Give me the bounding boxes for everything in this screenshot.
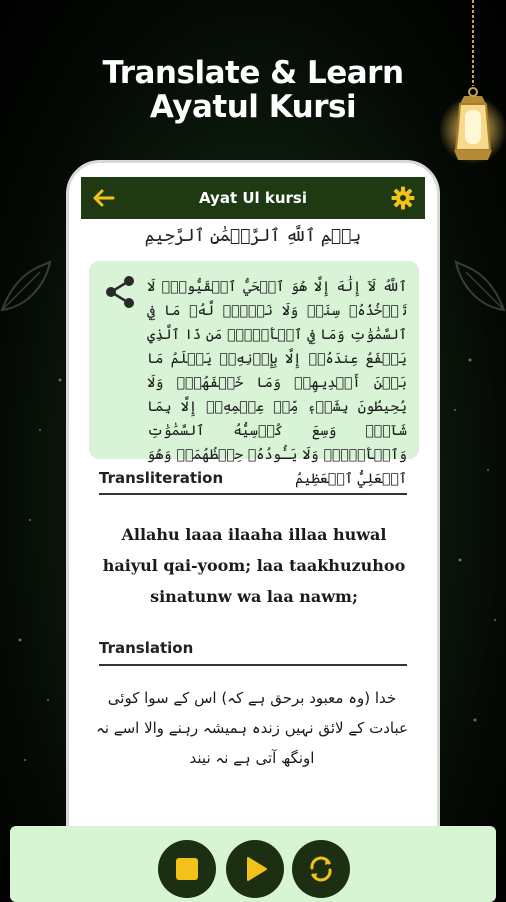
leaf-ornament-left-icon [0, 258, 52, 318]
transliteration-text: Allahu laaa ilaaha illaa huwal haiyul qai-yoom; laa taakhuzuhoo sinatunw wa laa nawm; [102, 525, 406, 606]
transliteration-heading: Transliteration [99, 469, 224, 487]
back-button[interactable] [91, 188, 115, 208]
share-button[interactable] [103, 275, 137, 313]
repeat-icon [305, 853, 337, 885]
translation-text: خدا (وہ معبود برحق ہے کہ) اس کے سوا کوئی عبادت کے لائق نہیں زندہ ہمیشہ رہنے والا اسے نہ اونگھ آتی ہے نہ نیند [96, 689, 408, 767]
page-title: Ayat Ul kursi [198, 189, 308, 207]
leaf-ornament-right-icon [454, 258, 506, 318]
transliteration-divider [99, 493, 407, 495]
app-top-bar [81, 177, 425, 219]
repeat-button[interactable] [292, 840, 350, 898]
arabic-verse-text: ٱللَّهُ لَآ إِلَٰهَ إِلَّا هُوَ ٱلۡحَيُّ ٱلۡقَيُّومُۚ لَا تَأۡخُذُهُۥ سِنَةٞ وَلَا نَوۡمٞۚ لَّهُۥ مَا فِي ٱلسَّمَٰوَٰتِ وَمَا فِي ٱلۡأَرۡضِۗ مَن ذَا ٱلَّذِي يَشۡفَعُ عِندَهُۥٓ إِلَّا بِإِذۡنِهِۦۚ يَعۡلَمُ مَا بَيۡنَ أَيۡدِيهِمۡ وَمَا خَلۡفَهُمۡۖ وَلَا يُحِيطُونَ بِشَيۡءٖ مِّنۡ عِلۡمِهِۦٓ إِلَّا بِمَا شَآءَۚ وَسِعَ كُرۡسِيُّهُ ٱلسَّمَٰوَٰتِ وَٱلۡأَرۡضَۖ وَلَا يَـُٔودُهُۥ حِفۡظُهُمَاۚ وَهُوَ ٱلۡعَلِيُّ ٱلۡعَظِيمُ [147, 279, 407, 487]
stop-button[interactable] [158, 840, 216, 898]
play-icon [240, 854, 270, 884]
phone-frame [66, 160, 440, 860]
headline-line-2: Ayatul Kursi [149, 89, 357, 125]
share-icon [103, 275, 137, 309]
settings-button[interactable] [391, 186, 415, 210]
translation-heading: Translation [99, 639, 194, 657]
bismillah-text: بِسۡمِ ٱللَّهِ ٱلرَّحۡمَٰنِ ٱلرَّحِيمِ [144, 226, 362, 246]
arrow-left-icon [91, 188, 115, 208]
translation-divider [99, 664, 407, 666]
stop-icon [173, 855, 201, 883]
headline-line-1: Translate & Learn [102, 55, 404, 91]
play-button[interactable] [226, 840, 284, 898]
promo-headline [0, 56, 506, 124]
gear-icon [391, 186, 415, 210]
